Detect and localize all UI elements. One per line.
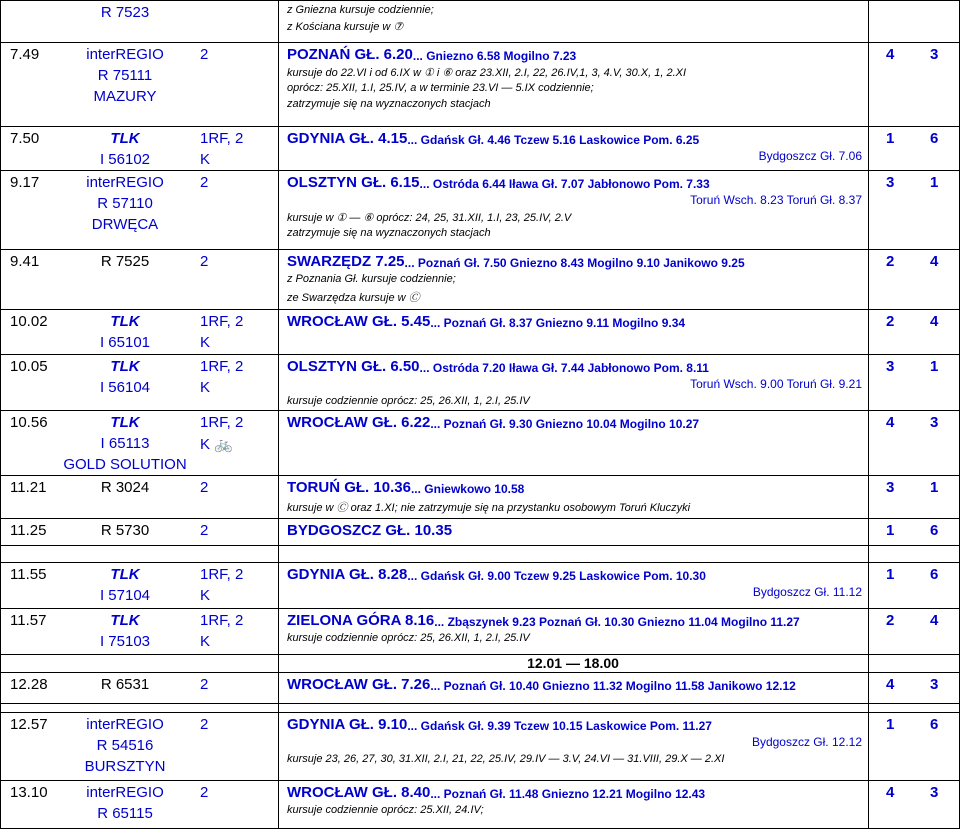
train-line: DRWĘCA — [91, 216, 159, 233]
via-stations: ... Poznań Gł. 11.48 Gniezno 12.21 Mogilno 12.43 — [430, 787, 706, 801]
train-line: I 75103 — [99, 633, 151, 650]
departure-time: 11.55 — [10, 566, 47, 583]
via-stations: ... Zbąszynek 9.23 Poznań Gł. 10.30 Gniezno 11.04 Mogilno 11.27 — [434, 615, 800, 629]
via-stations: ... Gdańsk Gł. 9.00 Tczew 9.25 Laskowice Pom. 10.30 — [407, 569, 706, 583]
category: K — [200, 334, 211, 351]
via-stations: ... Gniezno 6.58 Mogilno 7.23 — [412, 49, 577, 63]
note: kursuje codziennie oprócz: 25, 26.XII, 1, 2.I, 25.IV — [287, 395, 530, 407]
via-stations: ... Poznań Gł. 7.50 Gniezno 8.43 Mogilno 9.10 Janikowo 9.25 — [404, 256, 745, 270]
platform: 3 — [886, 358, 895, 375]
category: 2 — [200, 46, 209, 63]
departure-time: 11.25 — [10, 522, 47, 539]
note: kursuje codziennie oprócz: 25.XII, 24.IV; — [287, 804, 484, 816]
departure-time: 9.17 — [10, 174, 40, 191]
note: z Poznania Gł. kursuje codziennie; — [287, 273, 456, 285]
destination: SWARZĘDZ 7.25 ... Poznań Gł. 7.50 Gniezno 8.43 Mogilno 9.10 Janikowo 9.25 — [287, 253, 745, 270]
via-stations-cont: Bydgoszcz Gł. 7.06 — [758, 149, 862, 163]
section-header: 12.01 — 18.00 — [527, 655, 619, 671]
destination: WROCŁAW GŁ. 5.45 ... Poznań Gł. 8.37 Gniezno 9.11 Mogilno 9.34 — [287, 313, 686, 330]
departure-time: 9.41 — [10, 253, 40, 270]
note: kursuje w Ⓒ oraz 1.XI; nie zatrzymuje się na przystanku osobowym Toruń Kluczyki — [287, 502, 691, 514]
platform: 4 — [886, 784, 895, 801]
note: z Gniezna kursuje codziennie; — [287, 4, 434, 16]
train-line: TLK — [110, 414, 140, 431]
category: 2 — [200, 174, 209, 191]
train-line: interREGIO — [86, 784, 164, 801]
destination: WROCŁAW GŁ. 6.22 ... Poznań Gł. 9.30 Gniezno 10.04 Mogilno 10.27 — [287, 414, 700, 431]
note: z Kościana kursuje w ⑦ — [287, 21, 404, 33]
train-line: R 57110 — [97, 195, 153, 212]
platform: 1 — [886, 522, 895, 539]
track: 1 — [930, 174, 939, 191]
departure-time: 12.57 — [10, 716, 48, 733]
track: 4 — [930, 253, 939, 270]
destination: WROCŁAW GŁ. 7.26 ... Poznań Gł. 10.40 Gniezno 11.32 Mogilno 11.58 Janikowo 12.12 — [287, 676, 796, 693]
departure-time: 12.28 — [10, 676, 48, 693]
via-stations: ... Ostróda 6.44 Iława Gł. 7.07 Jabłonowo Pom. 7.33 — [419, 177, 710, 191]
train-line: interREGIO — [86, 716, 164, 733]
train-line: TLK — [110, 612, 140, 629]
track: 3 — [930, 414, 939, 431]
destination: OLSZTYN GŁ. 6.15 ... Ostróda 6.44 Iława Gł. 7.07 Jabłonowo Pom. 7.33 — [287, 174, 710, 191]
category: 1RF, 2 — [200, 313, 244, 330]
destination: TORUŃ GŁ. 10.36 ... Gniewkowo 10.58 — [287, 479, 525, 496]
note: zatrzymuje się na wyznaczonych stacjach — [287, 98, 491, 110]
track: 6 — [930, 522, 939, 539]
train-line: R 5730 — [100, 522, 150, 539]
train-line: TLK — [110, 358, 140, 375]
departure-time: 7.49 — [10, 46, 40, 63]
train-line: I 56104 — [99, 379, 151, 396]
via-stations: ... Ostróda 7.20 Iława Gł. 7.44 Jabłonowo Pom. 8.11 — [419, 361, 709, 375]
category: 2 — [200, 784, 209, 801]
track: 4 — [930, 313, 939, 330]
note: kursuje w ① — ⑥ oprócz: 24, 25, 31.XII, 1.I, 23, 25.IV, 2.V — [287, 212, 572, 224]
train-line: I 57104 — [99, 587, 151, 604]
via-stations-cont: Bydgoszcz Gł. 12.12 — [751, 735, 862, 749]
departure-time: 11.21 — [10, 479, 47, 496]
destination: GDYNIA GŁ. 9.10 ... Gdańsk Gł. 9.39 Tczew 10.15 Laskowice Pom. 11.27 — [287, 716, 712, 733]
platform: 2 — [886, 612, 895, 629]
note: oprócz: 25.XII, 1.I, 25.IV, a w terminie 23.VI — 5.IX codziennie; — [287, 82, 594, 94]
train-line: interREGIO — [86, 174, 164, 191]
note: zatrzymuje się na wyznaczonych stacjach — [287, 227, 491, 239]
category: K — [200, 151, 211, 168]
train-line: I 56102 — [99, 151, 151, 168]
category: 1RF, 2 — [200, 566, 244, 583]
category: 2 — [200, 716, 209, 733]
via-stations-cont: Toruń Wsch. 9.00 Toruń Gł. 9.21 — [690, 377, 862, 391]
train-line: R 3024 — [100, 479, 150, 496]
platform: 2 — [886, 253, 895, 270]
platform: 2 — [886, 313, 895, 330]
train-line: R 7525 — [100, 253, 150, 270]
destination: GDYNIA GŁ. 4.15 ... Gdańsk Gł. 4.46 Tczew 5.16 Laskowice Pom. 6.25 — [287, 130, 700, 147]
train-line: MAZURY — [93, 88, 157, 105]
platform: 1 — [886, 716, 895, 733]
note: ze Swarzędza kursuje w Ⓒ — [287, 292, 420, 304]
departure-time: 13.10 — [10, 784, 48, 801]
platform: 3 — [886, 479, 895, 496]
category: 2 — [200, 479, 209, 496]
via-stations: ... Poznań Gł. 9.30 Gniezno 10.04 Mogilno 10.27 — [430, 417, 700, 431]
train-line: TLK — [110, 313, 140, 330]
departure-time: 10.56 — [10, 414, 48, 431]
category: 2 — [200, 676, 209, 693]
track: 6 — [930, 716, 939, 733]
destination: POZNAŃ GŁ. 6.20 ... Gniezno 6.58 Mogilno 7.23 — [287, 46, 577, 63]
platform: 4 — [886, 676, 895, 693]
via-stations: ... Gdańsk Gł. 4.46 Tczew 5.16 Laskowice Pom. 6.25 — [407, 133, 700, 147]
track: 3 — [930, 784, 939, 801]
destination: OLSZTYN GŁ. 6.50 ... Ostróda 7.20 Iława Gł. 7.44 Jabłonowo Pom. 8.11 — [287, 358, 709, 375]
track: 4 — [930, 612, 939, 629]
category: 2 — [200, 253, 209, 270]
train-line: BURSZTYN — [84, 758, 166, 775]
platform: 4 — [886, 46, 895, 63]
train-line: R 54516 — [96, 737, 154, 754]
platform: 1 — [886, 566, 895, 583]
track: 1 — [930, 479, 939, 496]
train-line: I 65101 — [99, 334, 151, 351]
track: 3 — [930, 676, 939, 693]
destination: ZIELONA GÓRA 8.16 ... Zbąszynek 9.23 Poznań Gł. 10.30 Gniezno 11.04 Mogilno 11.27 — [287, 612, 800, 629]
train-line: GOLD SOLUTION — [63, 456, 187, 473]
departure-time: 10.02 — [10, 313, 48, 330]
via-stations-cont: Toruń Wsch. 8.23 Toruń Gł. 8.37 — [690, 193, 862, 207]
train-line: TLK — [110, 130, 140, 147]
destination: WROCŁAW GŁ. 8.40 ... Poznań Gł. 11.48 Gniezno 12.21 Mogilno 12.43 — [287, 784, 706, 801]
train-line: R 65115 — [97, 805, 153, 822]
train-line: TLK — [110, 566, 140, 583]
category: K — [200, 587, 211, 604]
departure-time: 10.05 — [10, 358, 48, 375]
platform: 4 — [886, 414, 895, 431]
note: kursuje do 22.VI i od 6.IX w ① i ⑥ oraz 23.XII, 2.I, 22, 26.IV,1, 3, 4.V, 30.X, 1, 2.XI — [287, 67, 687, 79]
departure-time: 7.50 — [10, 130, 40, 147]
platform: 3 — [886, 174, 895, 191]
track: 3 — [930, 46, 939, 63]
note: kursuje 23, 26, 27, 30, 31.XII, 2.I, 21, 22, 25.IV, 29.IV — 3.V, 24.VI — 31.VIII, 29.X — 2.XI — [287, 753, 725, 765]
train-line: I 65113 — [100, 435, 150, 452]
track: 6 — [930, 130, 939, 147]
via-stations: ... Gniewkowo 10.58 — [410, 482, 525, 496]
via-stations-cont: Bydgoszcz Gł. 11.12 — [752, 585, 862, 599]
category: 2 — [200, 522, 209, 539]
train-line: R 6531 — [100, 676, 150, 693]
train-line: R 75111 — [97, 67, 153, 84]
train-line: interREGIO — [86, 46, 164, 63]
category: K 🚲 — [200, 436, 233, 453]
note: kursuje codziennie oprócz: 25, 26.XII, 1, 2.I, 25.IV — [287, 632, 530, 644]
via-stations: ... Gdańsk Gł. 9.39 Tczew 10.15 Laskowice Pom. 11.27 — [407, 719, 712, 733]
train-line: R 7523 — [100, 4, 150, 21]
track: 1 — [930, 358, 939, 375]
category: 1RF, 2 — [200, 358, 244, 375]
category: 1RF, 2 — [200, 612, 244, 629]
platform: 1 — [886, 130, 895, 147]
category: 1RF, 2 — [200, 414, 244, 431]
category: K — [200, 633, 211, 650]
destination: GDYNIA GŁ. 8.28 ... Gdańsk Gł. 9.00 Tczew 9.25 Laskowice Pom. 10.30 — [287, 566, 706, 583]
via-stations: ... Poznań Gł. 8.37 Gniezno 9.11 Mogilno 9.34 — [430, 316, 686, 330]
track: 6 — [930, 566, 939, 583]
destination: BYDGOSZCZ GŁ. 10.35 — [287, 522, 453, 539]
category: 1RF, 2 — [200, 130, 244, 147]
category: K — [200, 379, 211, 396]
via-stations: ... Poznań Gł. 10.40 Gniezno 11.32 Mogilno 11.58 Janikowo 12.12 — [430, 679, 796, 693]
departure-time: 11.57 — [10, 612, 47, 629]
